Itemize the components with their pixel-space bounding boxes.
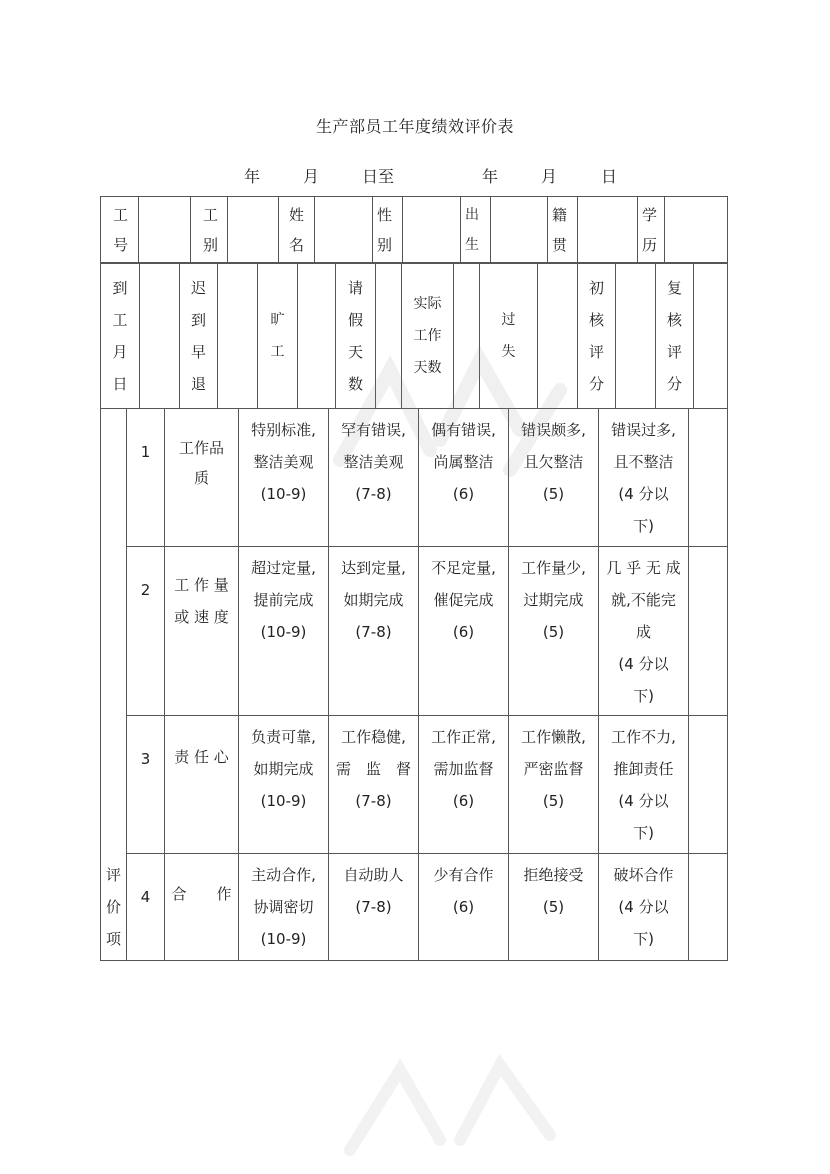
criteria-good: 工作稳健, 需 监 督 (7-8)	[329, 716, 419, 854]
fault-label: 过 失	[480, 264, 538, 409]
item-number: 1	[127, 409, 165, 547]
criteria-fair: 工作懒散, 严密监督 (5)	[509, 716, 599, 854]
criteria-poor: 工作不力, 推卸责任 (4 分以 下)	[599, 716, 689, 854]
score-field[interactable]	[689, 409, 728, 547]
attendance-table	[100, 263, 728, 409]
year-label-end: 年	[482, 167, 499, 186]
employee-id-label: 工 号	[101, 197, 139, 263]
eval-row-responsibility	[101, 716, 728, 854]
initial-score-field[interactable]	[616, 264, 656, 409]
criteria-poor: 破坏合作 (4 分以 下)	[599, 854, 689, 961]
job-type-label: 工 别	[191, 197, 228, 263]
item-name-responsibility: 责 任 心	[165, 716, 239, 854]
month-label-end: 月	[541, 167, 558, 186]
birth-field[interactable]	[491, 197, 548, 263]
education-label: 学 历	[638, 197, 665, 263]
criteria-fair: 错误颇多, 且欠整洁 (5)	[509, 409, 599, 547]
initial-score-label: 初 核 评 分	[578, 264, 616, 409]
eval-row-quantity	[101, 547, 728, 716]
education-field[interactable]	[665, 197, 728, 263]
criteria-good: 达到定量, 如期完成 (7-8)	[329, 547, 419, 716]
attendance-days-label: 到 工 月 日	[101, 264, 140, 409]
review-score-label: 复 核 评 分	[656, 264, 694, 409]
score-field[interactable]	[689, 854, 728, 961]
evaluation-table	[100, 408, 728, 961]
actual-work-days-label: 实际 工作 天数	[402, 264, 454, 409]
late-early-label: 迟 到 早 退	[180, 264, 218, 409]
name-label: 姓 名	[279, 197, 315, 263]
eval-row-quality	[101, 409, 728, 547]
hometown-label: 籍 贯	[548, 197, 578, 263]
name-field[interactable]	[315, 197, 373, 263]
criteria-average: 工作正常, 需加监督 (6)	[419, 716, 509, 854]
item-name-cooperation: 合 作	[165, 854, 239, 961]
criteria-average: 偶有错误, 尚属整洁 (6)	[419, 409, 509, 547]
birth-label: 出 生	[461, 197, 491, 263]
criteria-excellent: 超过定量, 提前完成 (10-9)	[239, 547, 329, 716]
fault-field[interactable]	[538, 264, 578, 409]
day-label-end: 日	[601, 167, 618, 186]
item-number: 4	[127, 854, 165, 961]
criteria-excellent: 主动合作, 协调密切 (10-9)	[239, 854, 329, 961]
absence-field[interactable]	[298, 264, 336, 409]
page-title: 生产部员工年度绩效评价表	[315, 117, 514, 136]
item-number: 3	[127, 716, 165, 854]
item-name-quality: 工作品 质	[165, 409, 239, 547]
criteria-good: 自动助人 (7-8)	[329, 854, 419, 961]
criteria-poor: 几 乎 无 成 就,不能完 成 (4 分以 下)	[599, 547, 689, 716]
criteria-poor: 错误过多, 且不整洁 (4 分以 下)	[599, 409, 689, 547]
item-number: 2	[127, 547, 165, 716]
review-score-field[interactable]	[694, 264, 728, 409]
criteria-excellent: 特别标准, 整洁美观 (10-9)	[239, 409, 329, 547]
item-name-quantity: 工 作 量 或 速 度	[165, 547, 239, 716]
criteria-fair: 拒绝接受 (5)	[509, 854, 599, 961]
day-to-label: 日至	[362, 167, 395, 186]
criteria-fair: 工作量少, 过期完成 (5)	[509, 547, 599, 716]
actual-work-days-field[interactable]	[454, 264, 480, 409]
gender-label: 性 别	[373, 197, 403, 263]
year-label-start: 年	[244, 167, 261, 186]
leave-days-label: 请 假 天 数	[336, 264, 376, 409]
eval-row-cooperation	[101, 854, 728, 961]
leave-days-field[interactable]	[376, 264, 402, 409]
job-type-field[interactable]	[228, 197, 279, 263]
date-range-row	[0, 164, 830, 186]
attendance-days-field[interactable]	[140, 264, 180, 409]
hometown-field[interactable]	[578, 197, 638, 263]
month-label-start: 月	[303, 167, 320, 186]
evaluation-items-label: 评 价 项	[101, 409, 127, 961]
score-field[interactable]	[689, 716, 728, 854]
criteria-average: 少有合作 (6)	[419, 854, 509, 961]
absence-label: 旷 工	[258, 264, 298, 409]
score-field[interactable]	[689, 547, 728, 716]
criteria-average: 不足定量, 催促完成 (6)	[419, 547, 509, 716]
employee-info-table	[100, 196, 728, 263]
criteria-good: 罕有错误, 整洁美观 (7-8)	[329, 409, 419, 547]
late-early-field[interactable]	[218, 264, 258, 409]
employee-id-field[interactable]	[139, 197, 191, 263]
gender-field[interactable]	[403, 197, 461, 263]
criteria-excellent: 负责可靠, 如期完成 (10-9)	[239, 716, 329, 854]
watermark-icon	[330, 1040, 590, 1170]
